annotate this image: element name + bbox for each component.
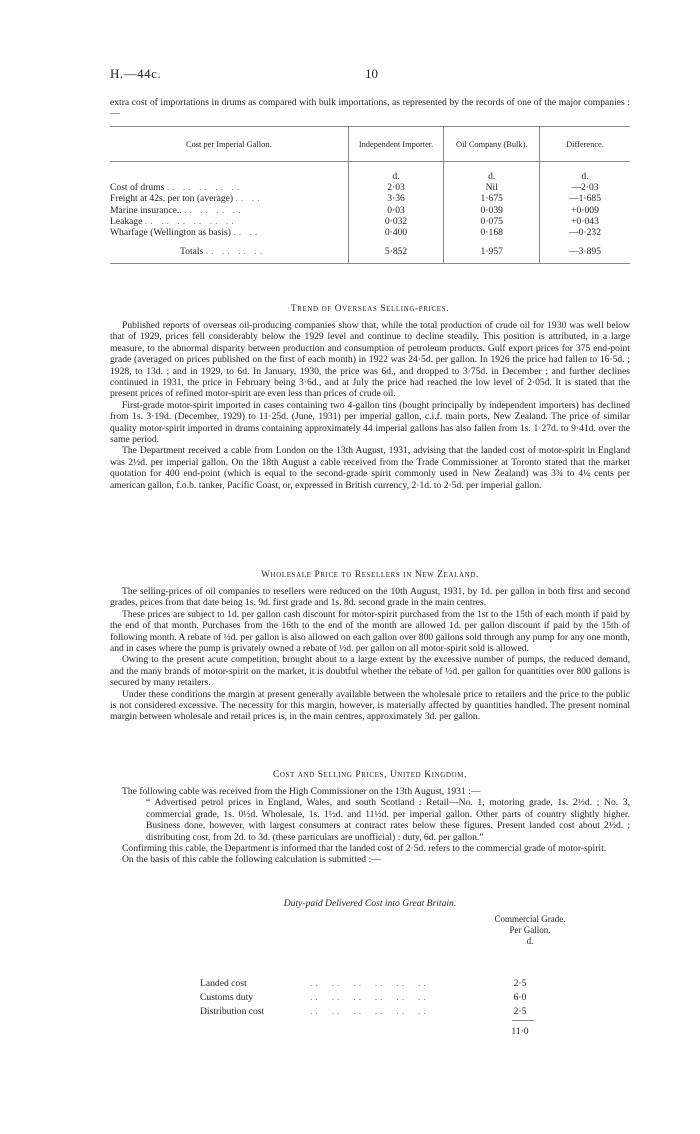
total-independent: 5·852 [348,238,444,264]
totals-label: Totals [180,246,204,258]
paragraph: Under these conditions the margin at present generally available between the wholesale price to retailers and the price to the public is not considered excessive. The necessity for this margin, however, is materially affected by quantities handled. The present nominal margin between wholesale and retail prices is, in the main centres, approximately 3d. per gallon. [110,688,630,723]
unit-row [110,162,630,183]
column-header-line: Per Gallon. [509,925,551,935]
section-heading-wholesale: Wholesale Price to Resellers in New Zealand. [261,570,479,580]
cell-difference: +0·043 [540,216,630,227]
table-row: Leakage .. .. .. .. .. .. 0·032 0·075 +0·043 [110,216,630,227]
paragraph: The following cable was received from the High Commissioner on the 13th August, 1931 :— [122,786,481,797]
row-label: Cost of drums [110,182,165,194]
section-trend-body [110,320,630,491]
sum-rule [512,1020,534,1021]
calc-value: 2·5 [513,1006,527,1017]
paragraph: These prices are subject to 1d. per gallon cash discount for motor-spirit purchased from the 1st to the 15th of each month if paid by the end of that month. Purchases from the 16th to the end of the month are allowed 1d. per gallon discount if paid by the 15th of following month. A rebate of ½d. per gallon is also allowed on each gallon over 800 gallons sold through any pump for any one month, and in cases where the pump is privately owned a rebate of ½d. per gallon on all motor-spirit sold is allowed. [110,608,630,655]
col-header-oil-company: Oil Company (Bulk). [444,127,540,162]
total-oil-company: 1·957 [444,238,540,264]
cell-oil-company: 0·168 [444,227,540,238]
cell-difference: —0·232 [540,227,630,238]
calc-total: 11·0 [511,1026,529,1037]
calc-label: Distribution cost [200,1006,265,1017]
cell-independent: 3·36 [348,193,444,204]
calc-value: 2·5 [513,978,527,989]
intro-paragraph: extra cost of importations in drums as compared with bulk importations, as represented by the records of one of the major companies :— [110,97,630,120]
unit-label: d. [526,936,534,946]
table-row: Marine insurance.. .. .. .. .. 0·03 0·039 +0·009 [110,205,630,216]
row-label: Wharfage (Wellington as basis) [110,227,231,239]
cell-independent: 2·03 [348,182,444,193]
col-header-item: Cost per Imperial Gallon. [110,127,348,162]
section-uk-body [110,786,630,866]
cell-oil-company: 1·675 [444,193,540,204]
cost-table [110,126,630,264]
cell-oil-company: Nil [444,182,540,193]
cell-oil-company: 0·039 [444,205,540,216]
table-row: Wharfage (Wellington as basis) .. .. 0·400 0·168 —0·232 [110,227,630,238]
cell-independent: 0·032 [348,216,444,227]
table-row: Freight at 42s. per ton (average) .. .. 3·36 1·675 —1·685 [110,193,630,204]
cable-quote: “ Advertised petrol prices in England, Wales, and south Scotland : Retail—No. 1, motoring grade, 1s. 2½d. ; No. 3, commercial grade, 1s. 0½d. Wholesale, 1s. 1½d. and 11½d. per imperial gallon. Other parts of country slightly higher. Business done, however, with largest consumers at contract rates below these figures. Present landed cost about 2½d. ; distributing cost, from 2d. to 3d. (these particulars are unofficial) : duty, 6d. per gallon.” [146,797,630,843]
paragraph: On the basis of this cable the following calculation is submitted :— [122,854,381,866]
paragraph: First-grade motor-spirit imported in cases containing two 4-gallon tins (bought principally by independent importers) has declined from 1s. 3·19d. (December, 1929) to 11·25d. (June, 1931) per imperial gallon, c.i.f. main ports, New Zealand. The price of similar quality motor-spirit imported in drums containing approximately 44 imperial gallons has also fallen from 1s. 1·27d. to 9·41d. over the same period. [110,399,630,446]
calculation-column-header [480,914,580,947]
totals-row: Totals .. .. .. .. 5·852 1·957 —3·895 [110,238,630,264]
calc-value: 6·0 [513,992,527,1003]
calculation-title: Duty-paid Delivered Cost into Great Britain. [283,898,457,909]
paragraph: Published reports of overseas oil-producing companies show that, while the total production of crude oil for 1930 was well below that of 1929, prices fell considerably below the 1929 level and continue to decline steadily. This position is attributed, in a large measure, to the abnormal disparity between production and consumption of petroleum products. Gulf export prices for 375 end-point grade (averaged on prices published on the first of each month) in 1922 was 24·5d. per gallon. In 1926 the price had fallen to 16·5d. ; 1928, to 13d. ; and in 1929, to 6d. In January, 1930, the price was 6d., and dropped to 3·75d. in December ; and further declines continued in 1931, the price in February being 3·6d., and at July the price had reached the low level of 2·05d. It is stated that the present prices of refined motor-spirit are even less than prices of crude oil. [110,320,630,400]
cell-independent: 0·400 [348,227,444,238]
calc-row: Landed cost .. .. .. .. .. .. 2·5 [200,978,580,990]
paragraph: Owing to the present acute competition, brought about to a large extent by the excessive number of pumps, the reduced demand, and the many brands of motor-spirit on the market, it is doubtful whether the rebate of ½d. per gallon for quantities over 800 gallons is secured by many retailers. [110,654,630,689]
col-header-difference: Difference. [540,127,630,162]
total-difference: —3·895 [540,238,630,264]
table-row: Cost of drums .. .. .. .. .. 2·03 Nil —2·03 [110,182,630,193]
paragraph: The selling-prices of oil companies to resellers were reduced on the 10th August, 1931, by 1d. per gallon in both first and second grades, prices from that date being 1s. 9d. first grade and 1s. 8d. second grade in the main centres. [110,586,630,609]
page-number: 10 [365,66,378,81]
cell-independent: 0·03 [348,205,444,216]
calc-label: Customs duty [200,992,254,1003]
paragraph: The Department received a cable from London on the 13th August, 1931, advising that the landed cost of motor-spirit in England was 2½d. per imperial gallon. On the 18th August a cable received from the Trade Commissioner at Toronto stated that the market quotation for 400 end-point (which is equal to the second-grade spirit commonly used in New Zealand) was 3¾ to 4¼ cents per american gallon, f.o.b. tanker, Pacific Coast, or, expressed in British currency, 2·1d. to 2·5d. per imperial gallon. [110,445,630,491]
paragraph: Confirming this cable, the Department is informed that the landed cost of 2·5d. refers to the commercial grade of motor-spirit. [122,843,607,855]
column-header-line: Commercial Grade. [494,914,566,924]
unit-label: d. [444,162,540,183]
section-heading-trend: Trend of Overseas Selling-prices. [290,304,450,314]
cell-oil-company: 0·075 [444,216,540,227]
cell-difference: —2·03 [540,182,630,193]
row-label: Leakage [110,215,143,227]
section-wholesale-body [110,586,630,723]
col-header-independent: Independent Importer. [348,127,444,162]
unit-label: d. [348,162,444,183]
row-label: Freight at 42s. per ton (average) [110,193,234,205]
cell-difference: —1·685 [540,193,630,204]
section-heading-uk: Cost and Selling Prices, United Kingdom. [273,770,467,780]
report-code: H.—44c. [110,66,162,81]
unit-label: d. [540,162,630,183]
cell-difference: +0·009 [540,205,630,216]
row-label: Marine insurance.. [110,204,182,216]
calc-row: Customs duty .. .. .. .. .. .. 6·0 [200,992,580,1004]
calc-label: Landed cost [200,978,247,989]
calc-row: Distribution cost .. .. .. .. .. .. 2·5 [200,1006,580,1018]
